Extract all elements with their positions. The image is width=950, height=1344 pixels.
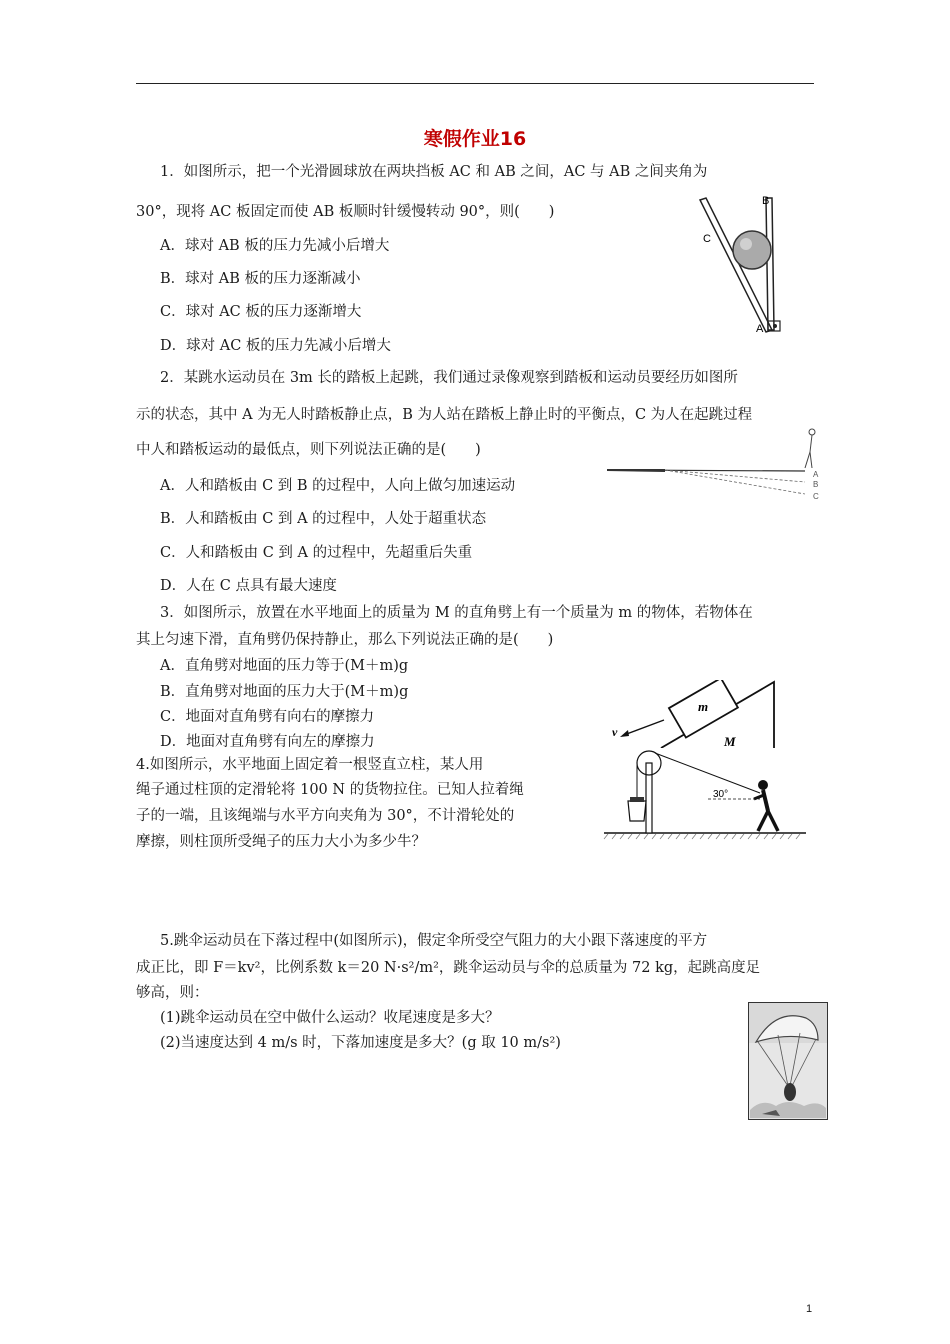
q2-option-c: C．人和踏板由 C 到 A 的过程中，先超重后失重: [160, 545, 473, 561]
q4-post: [646, 763, 652, 833]
q3-option-a: A．直角劈对地面的压力等于(M＋m)g: [160, 658, 409, 674]
page-title: 寒假作业16: [423, 128, 527, 150]
q3-velocity-arrow: [624, 720, 664, 735]
q3-option-d: D．地面对直角劈有向左的摩擦力: [160, 734, 375, 750]
q5-parachute-image: [748, 1002, 828, 1120]
q5-jumper: [784, 1083, 796, 1101]
q5-stem-line1: 5.跳伞运动员在下落过程中(如图所示)，假定伞所受空气阻力的大小跟下落速度的平方: [160, 933, 708, 949]
q4-rope-to-man: [655, 753, 760, 793]
q3-label-v: v: [612, 725, 618, 739]
q4-man-head: [758, 780, 768, 790]
q4-line1: 4.如图所示，水平地面上固定着一根竖直立柱，某人用: [136, 757, 484, 773]
q5-stem-line3: 够高，则：: [136, 985, 209, 1001]
q1-label-a: A: [756, 323, 764, 335]
q4-angle-label: 30°: [713, 789, 729, 800]
q1-plate-ab: [766, 198, 774, 330]
page-number: 1: [806, 1303, 813, 1315]
header-rule: [136, 83, 814, 84]
q5-stem-line2: 成正比，即 F＝kv²，比例系数 k＝20 N·s²/m²，跳伞运动员与伞的总质量为 72 kg，起跳高度足: [136, 960, 761, 976]
q3-stem-line2: 其上匀速下滑，直角劈仍保持静止，那么下列说法正确的是( ): [136, 632, 554, 648]
q4-line4: 摩擦，则柱顶所受绳子的压力大小为多少牛？: [136, 834, 426, 850]
q2-diver-body: [810, 435, 812, 452]
q3-label-m: m: [698, 699, 709, 714]
q2-diver-head: [809, 429, 815, 435]
q4-man-leg1: [758, 811, 768, 831]
q4-man-body: [763, 790, 768, 811]
q1-figure: [690, 190, 800, 340]
q5-cloud: [750, 1102, 826, 1118]
q2-board-base: [607, 469, 665, 472]
q4-line2: 绳子通过柱顶的定滑轮将 100 N 的货物拉住。已知人拉着绳: [136, 782, 524, 798]
q2-stem-line3: 中人和踏板运动的最低点，则下列说法正确的是( ): [136, 442, 481, 458]
q1-label-c: C: [703, 233, 711, 245]
q2-diver-leg2: [810, 452, 812, 468]
q5-sub2: (2)当速度达到 4 m/s 时，下落加速度是多大？(g 取 10 m/s²): [160, 1035, 561, 1051]
q2-label-c: C: [813, 492, 819, 501]
q1-option-b: B．球对 AB 板的压力逐渐减小: [160, 271, 361, 287]
q3-figure: [606, 680, 786, 748]
q4-cargo: [628, 801, 646, 821]
q1-option-c: C．球对 AC 板的压力逐渐增大: [160, 304, 362, 320]
q4-figure: [600, 745, 810, 845]
q4-ground-hatch: [604, 834, 800, 839]
q3-option-b: B．直角劈对地面的压力大于(M＋m)g: [160, 684, 409, 700]
q2-option-d: D．人在 C 点具有最大速度: [160, 578, 337, 594]
q1-option-a: A．球对 AB 板的压力先减小后增大: [160, 238, 390, 254]
q2-stem-line2: 示的状态，其中 A 为无人时踏板静止点，B 为人站在踏板上静止时的平衡点，C 为人在起跳过程: [136, 407, 753, 423]
q2-option-b: B．人和踏板由 C 到 A 的过程中，人处于超重状态: [160, 511, 487, 527]
q2-board-b: [665, 470, 805, 482]
q1-stem-line1: 1．如图所示，把一个光滑圆球放在两块挡板 AC 和 AB 之间，AC 与 AB 之间夹角为: [160, 164, 708, 180]
q4-line3: 子的一端，且该绳端与水平方向夹角为 30°，不计滑轮处的: [136, 808, 515, 824]
q2-figure: [605, 422, 825, 504]
q2-stem-line1: 2．某跳水运动员在 3m 长的踏板上起跳，我们通过录像观察到踏板和运动员要经历如图所: [160, 370, 738, 386]
q5-sub1: (1)跳伞运动员在空中做什么运动？收尾速度是多大？: [160, 1010, 500, 1026]
q1-ball: [733, 231, 771, 269]
q2-option-a: A．人和踏板由 C 到 B 的过程中，人向上做匀加速运动: [160, 478, 516, 494]
q2-board-c: [665, 470, 805, 494]
q3-option-c: C．地面对直角劈有向右的摩擦力: [160, 709, 375, 725]
q3-label-M: M: [724, 734, 736, 748]
q2-label-b: B: [813, 480, 819, 489]
q1-option-d: D．球对 AC 板的压力先减小后增大: [160, 338, 391, 354]
q4-man-arm: [754, 795, 764, 799]
q3-stem-line1: 3．如图所示，放置在水平地面上的质量为 M 的直角劈上有一个质量为 m 的物体，若物体在: [160, 605, 753, 621]
q2-diver-leg: [805, 452, 810, 468]
q1-stem-line2: 30°，现将 AC 板固定而使 AB 板顺时针缓慢转动 90°，则( ): [136, 204, 555, 220]
q1-hinge-pin: [773, 324, 777, 328]
q2-label-a: A: [813, 470, 819, 479]
q4-man-leg2: [768, 811, 778, 831]
q1-ball-highlight: [740, 238, 752, 250]
q1-label-b: B: [762, 195, 770, 207]
q4-cargo-top: [630, 797, 644, 802]
q3-velocity-arrowhead: [620, 730, 629, 737]
